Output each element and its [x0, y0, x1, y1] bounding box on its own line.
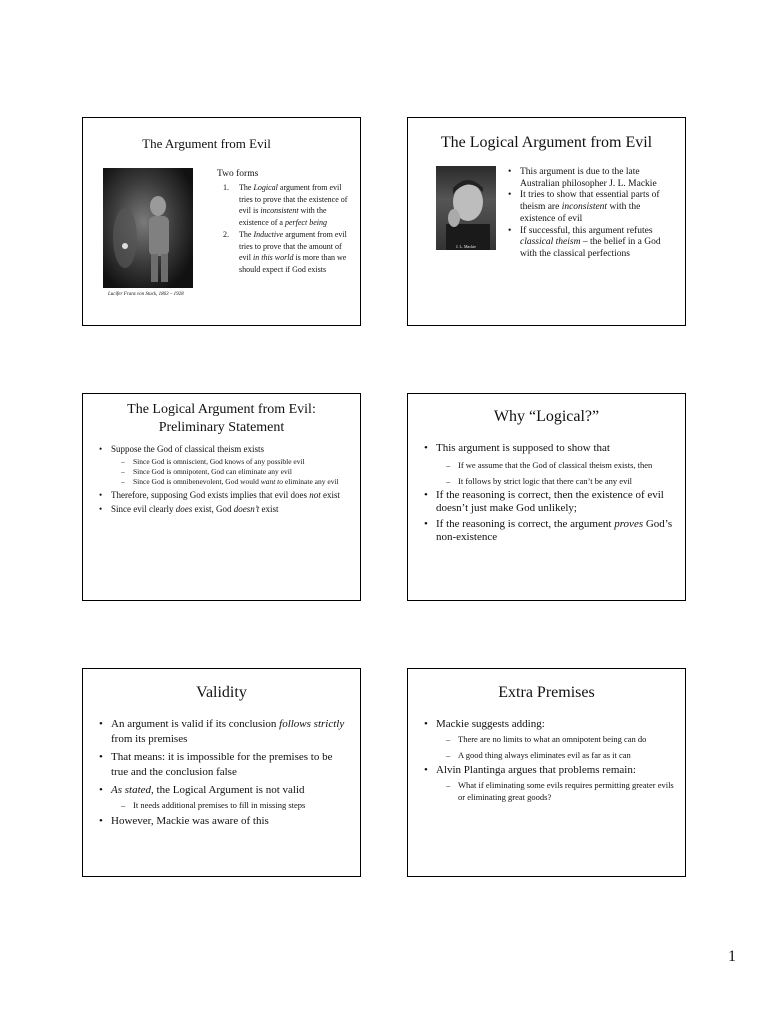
- sub-list: [121, 800, 351, 811]
- bullet-list: [424, 442, 676, 545]
- text: This argument is due to the late Australian philosopher J. L. Mackie: [520, 167, 657, 189]
- photo-caption: J. L. Mackie: [456, 244, 476, 249]
- bullet: [424, 442, 676, 487]
- sub-bullet: – It needs additional premises to fill in missing steps: [121, 800, 351, 811]
- lucifer-figure-icon: [103, 168, 193, 288]
- sub-bullet: – If we assume that the God of classical theism exists, then: [446, 459, 676, 471]
- form-item: [223, 182, 348, 228]
- text: Since God is omnibenevolent, God would: [133, 477, 261, 486]
- text: Therefore, supposing God exists implies that evil does: [111, 490, 310, 500]
- bullet: [99, 444, 351, 487]
- slide-title: Validity: [196, 684, 247, 701]
- text: If the reasoning is correct, the argument: [436, 517, 615, 530]
- bullet-list: [508, 167, 676, 261]
- sub-bullet: [121, 477, 351, 487]
- text: An argument is valid if its conclusion: [111, 718, 280, 730]
- text: If the reasoning is correct, then the existence of evil doesn’t just make God unlikely;: [436, 488, 664, 514]
- slide-title: The Argument from Evil: [142, 136, 271, 151]
- title-line: Preliminary Statement: [158, 420, 285, 435]
- bullet: [99, 814, 351, 829]
- sub-bullet: – There are no limits to what an omnipotent being can do: [446, 733, 676, 745]
- text: from its premises: [111, 733, 188, 745]
- emph: doesn’t: [233, 504, 260, 514]
- text: Since evil clearly: [111, 504, 176, 514]
- emph: want to: [260, 477, 283, 486]
- text: That means: it is impossible for the premises to be true and the conclusion false: [111, 751, 333, 778]
- text: God’s non-existence: [436, 517, 673, 543]
- emph: classical theism: [520, 237, 581, 248]
- bullet: [99, 783, 351, 811]
- text: Mackie suggests adding:: [436, 718, 545, 730]
- slide-title: The Logical Argument from Evil: [440, 134, 653, 151]
- bullet: [508, 190, 676, 225]
- bullet-list: [99, 717, 351, 829]
- sub-list: [446, 459, 676, 487]
- text: with the existence of a: [239, 206, 327, 227]
- sub-bullet: – A good thing always eliminates evil as far as it can: [446, 749, 676, 761]
- text: Suppose the God of classical theism exists: [111, 444, 264, 454]
- slide-title: Extra Premises: [498, 684, 595, 701]
- text: If successful, this argument refutes: [520, 225, 653, 236]
- text: It tries to show that essential parts of theism are: [520, 190, 660, 213]
- emph: proves: [614, 517, 644, 530]
- item-number: 2.: [223, 230, 229, 239]
- text: – the belief in a God with the classical perfections: [520, 237, 661, 259]
- sub-bullet: – It follows by strict logic that there can’t be any evil: [446, 475, 676, 487]
- slide-title: Why “Logical?”: [493, 408, 600, 425]
- image-caption: Lucifer Franz von Stuck, 1863 – 1928: [108, 292, 184, 297]
- text: argument from evil tries to prove that the existence of evil is: [239, 183, 348, 215]
- sub-list: [446, 733, 676, 761]
- slide-6: [407, 668, 686, 877]
- bullet-list: [424, 717, 676, 803]
- text: is more than we should expect if God exists: [239, 253, 347, 274]
- text: exist: [320, 490, 340, 500]
- slide-title: [83, 401, 360, 437]
- emph: in this world: [253, 253, 294, 262]
- title-line: The Logical Argument from Evil:: [127, 402, 316, 417]
- sub-bullet: [121, 457, 351, 467]
- emph: not: [309, 490, 321, 500]
- portrait-icon: [436, 166, 496, 250]
- page-number: 1: [728, 948, 736, 965]
- bullet: [424, 518, 676, 545]
- sub-bullet: [121, 467, 351, 477]
- bullet: [424, 489, 676, 516]
- mackie-photo: [436, 166, 496, 250]
- text: Since God is omnipotent, God can eliminate any evil: [133, 467, 292, 476]
- bullet: [99, 750, 351, 780]
- text: Since God is omniscient, God knows of any possible evil: [133, 457, 305, 466]
- bullet: [424, 763, 676, 803]
- text: Alvin Plantinga argues that problems remain:: [436, 764, 636, 776]
- bullet: [424, 717, 676, 761]
- sub-list: [446, 779, 676, 803]
- text: This argument is supposed to show that: [436, 442, 610, 454]
- bullet: [99, 504, 351, 515]
- slide-3: [82, 393, 361, 601]
- sub-bullet: – What if eliminating some evils requires permitting greater evils or eliminating great goods?: [446, 779, 676, 803]
- text: However, Mackie was aware of this: [111, 815, 269, 827]
- text: , the Logical Argument is not valid: [151, 784, 305, 796]
- slide-5: [82, 668, 361, 877]
- emph: As stated: [111, 784, 152, 796]
- item-number: 1.: [223, 183, 229, 192]
- bullet: [99, 717, 351, 747]
- emph: Logical: [253, 183, 278, 192]
- text: exist: [259, 504, 279, 514]
- bullet: [99, 490, 351, 501]
- forms-heading: Two forms: [217, 169, 259, 179]
- emph: inconsistent: [260, 206, 299, 215]
- text: The: [239, 183, 254, 192]
- bullet: [508, 167, 676, 190]
- forms-list: [223, 182, 348, 275]
- text: The: [239, 230, 254, 239]
- bullet: [508, 226, 676, 261]
- slide-1: [82, 117, 361, 326]
- bullet-list: [99, 444, 351, 515]
- slide-2: [407, 117, 686, 326]
- emph: does: [175, 504, 193, 514]
- lucifer-image: [103, 168, 193, 288]
- emph: perfect being: [284, 217, 327, 227]
- text: with the existence of evil: [520, 202, 641, 224]
- slide-4: [407, 393, 686, 601]
- emph: Inductive: [253, 230, 284, 239]
- text: exist, God: [192, 504, 234, 514]
- sub-list: [121, 457, 351, 487]
- text: argument from evil tries to prove that the amount of evil: [239, 230, 347, 262]
- emph: follows strictly: [279, 718, 345, 730]
- text: eliminate any evil: [283, 477, 339, 486]
- emph: inconsistent: [561, 202, 608, 213]
- form-item: [223, 229, 348, 275]
